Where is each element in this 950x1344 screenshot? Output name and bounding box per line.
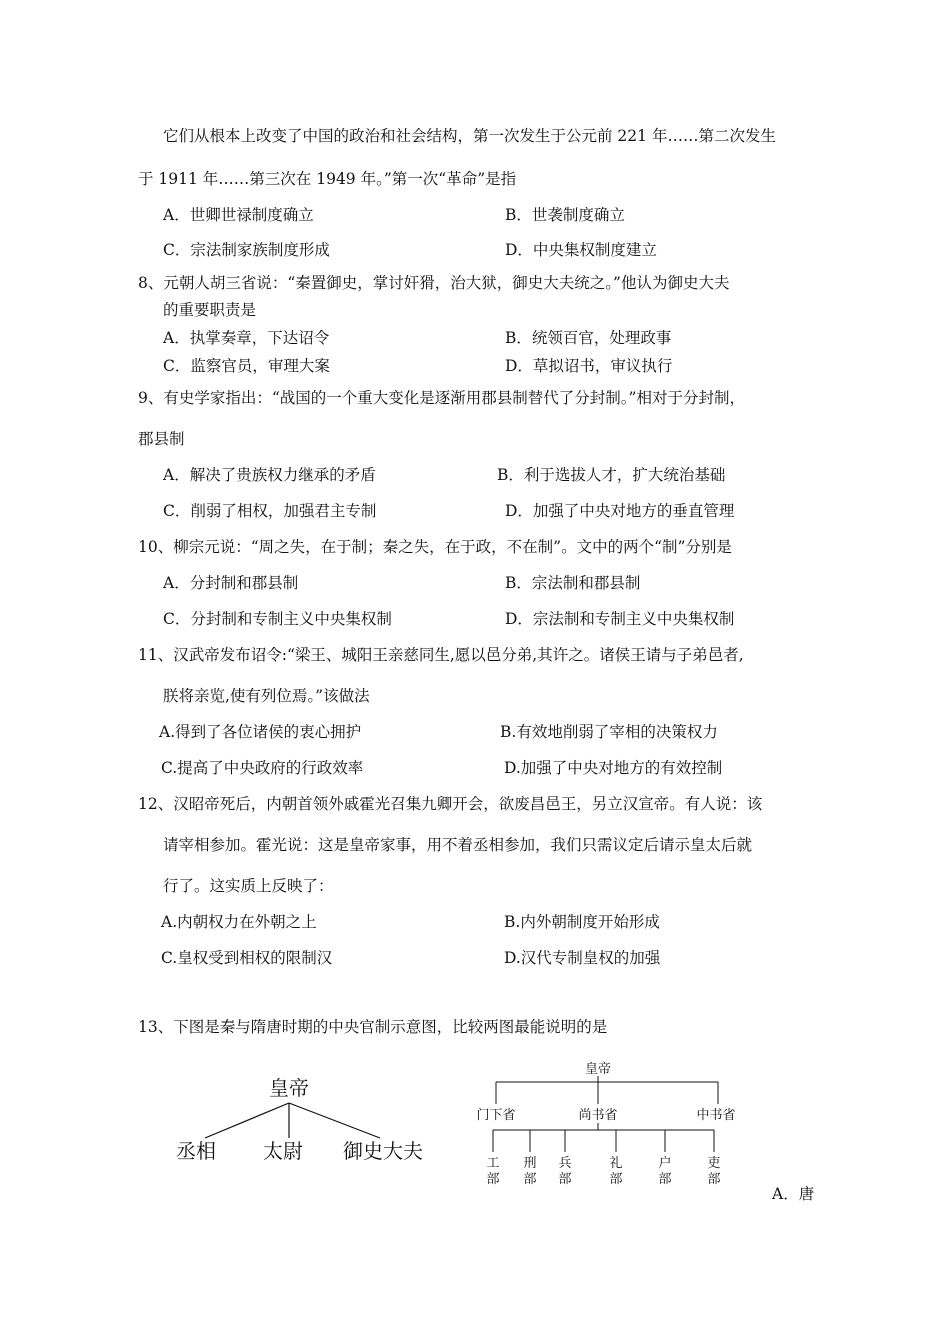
q12-option-c: C.皇权受到相权的限制汉	[161, 949, 333, 967]
q8-option-b: B．统领百官，处理政事	[505, 329, 672, 347]
q10-option-a: A．分封制和郡县制	[163, 574, 299, 592]
q10-option-b: B．宗法制和郡县制	[505, 574, 641, 592]
tang-ministry-label: 部	[658, 1172, 672, 1187]
q8-stem-line-1: 8、元朝人胡三省说：“秦置御史，掌讨奸猾，治大狱，御史大夫统之。”他认为御史大夫	[138, 274, 730, 292]
qin-branch-line-1	[205, 1103, 289, 1138]
q7-option-d: D．中央集权制度建立	[505, 241, 657, 259]
q9-option-b: B．利于选拔人才，扩大统治基础	[497, 466, 726, 484]
qin-censor-label: 御史大夫	[343, 1139, 423, 1163]
tang-ministry-label: 兵	[558, 1156, 572, 1171]
tang-ministry-label: 刑	[523, 1156, 537, 1171]
q13-option-a-tail: A．唐	[772, 1185, 815, 1203]
tang-ministry-label: 礼	[609, 1156, 623, 1171]
question-7-stem-line-1: 它们从根本上改变了中国的政治和社会结构，第一次发生于公元前 221 年……第二次发生	[163, 127, 776, 145]
q12-stem-line-1: 12、汉昭帝死后，内朝首领外戚霍光召集九卿开会，欲废昌邑王，另立汉宣帝。有人说：该	[138, 795, 763, 813]
tang-menxia-label: 门下省	[476, 1108, 516, 1123]
q12-option-a: A.内朝权力在外朝之上	[161, 913, 317, 931]
q13-stem: 13、下图是秦与隋唐时期的中央官制示意图，比较两图最能说明的是	[138, 1018, 608, 1036]
q12-stem-line-3: 行了。这实质上反映了：	[163, 877, 334, 895]
q12-option-b: B.内外朝制度开始形成	[504, 913, 660, 931]
q9-stem-line-1: 9、有史学家指出：“战国的一个重大变化是逐渐用郡县制替代了分封制。”相对于分封制，	[138, 389, 745, 407]
tang-zhongshu-label: 中书省	[696, 1108, 736, 1123]
q11-stem-line-1: 11、汉武帝发布诏令:“梁王、城阳王亲慈同生,愿以邑分弟,其许之。诸侯王请与子弟邑者,	[138, 646, 744, 664]
q10-option-d: D．宗法制和专制主义中央集权制	[505, 610, 735, 628]
tang-ministry-label: 部	[707, 1172, 721, 1187]
q8-stem-line-2: 的重要职责是	[163, 301, 257, 319]
q10-option-c: C．分封制和专制主义中央集权制	[163, 610, 392, 628]
q7-option-c: C．宗法制家族制度形成	[163, 241, 330, 259]
q8-option-a: A．执掌奏章，下达诏令	[163, 329, 330, 347]
qin-chancellor-label: 丞相	[176, 1139, 216, 1163]
q11-option-d: D.加强了中央对地方的有效控制	[504, 759, 723, 777]
q11-option-b: B.有效地削弱了宰相的决策权力	[500, 723, 718, 741]
tang-shangshu-label: 尚书省	[578, 1108, 618, 1123]
q9-option-c: C．削弱了相权，加强君主专制	[163, 502, 377, 520]
qin-branch-line-3	[289, 1103, 380, 1138]
q9-option-d: D．加强了中央对地方的垂直管理	[505, 502, 735, 520]
tang-ministry-label: 部	[523, 1172, 537, 1187]
q10-stem: 10、柳宗元说：“周之失，在于制；秦之失，在于政，不在制”。文中的两个“制”分别是	[138, 538, 732, 556]
tang-ministry-label: 户	[658, 1156, 672, 1171]
tang-ministry-label: 部	[486, 1172, 500, 1187]
qin-emperor-label: 皇帝	[269, 1076, 309, 1100]
question-7-stem-line-2: 于 1911 年……第三次在 1949 年。”第一次“革命”是指	[138, 170, 517, 188]
tang-ministry-label: 部	[609, 1172, 623, 1187]
q11-option-a: A.得到了各位诸侯的衷心拥护	[159, 723, 362, 741]
tang-ministry-label: 部	[558, 1172, 572, 1187]
qin-taiwei-label: 太尉	[263, 1139, 303, 1163]
q9-option-a: A．解决了贵族权力继承的矛盾	[163, 466, 376, 484]
tang-ministry-label: 工	[486, 1156, 500, 1171]
q7-option-a: A．世卿世禄制度确立	[163, 206, 314, 224]
tang-emperor-label: 皇帝	[584, 1062, 612, 1077]
q8-option-c: C．监察官员，审理大案	[163, 357, 330, 375]
q7-option-b: B．世袭制度确立	[505, 206, 625, 224]
q8-option-d: D．草拟诏书，审议执行	[505, 357, 673, 375]
q12-option-d: D.汉代专制皇权的加强	[504, 949, 661, 967]
q9-stem-line-2: 郡县制	[138, 430, 185, 448]
tang-ministry-label: 吏	[707, 1156, 721, 1171]
q12-stem-line-2: 请宰相参加。霍光说：这是皇帝家事，用不着丞相参加，我们只需议定后请示皇太后就	[163, 836, 753, 854]
q11-stem-line-2: 朕将亲览,使有列位焉。”该做法	[163, 687, 370, 705]
q11-option-c: C.提高了中央政府的行政效率	[161, 759, 364, 777]
